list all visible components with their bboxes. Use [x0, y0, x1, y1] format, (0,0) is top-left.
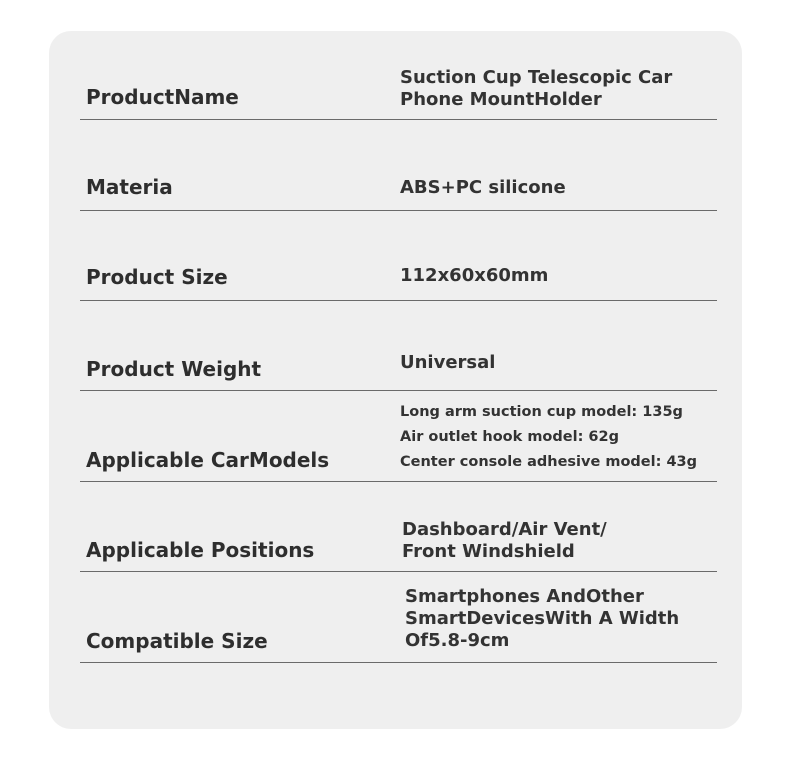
spec-label: Applicable CarModels	[86, 448, 330, 472]
spec-value-line: Phone MountHolder	[400, 88, 602, 110]
spec-value	[400, 352, 710, 374]
spec-value-line: Long arm suction cup model: 135g	[400, 404, 683, 420]
spec-row-product-weight	[80, 330, 717, 391]
spec-label: Product Size	[86, 265, 228, 289]
spec-value	[402, 519, 712, 563]
spec-label: ProductName	[86, 85, 239, 109]
spec-label: Applicable Positions	[86, 538, 315, 562]
spec-value-line: Universal	[400, 352, 496, 373]
spec-label: Compatible Size	[86, 629, 268, 653]
spec-row-material	[80, 150, 717, 211]
spec-value-line: Center console adhesive model: 43g	[400, 453, 698, 470]
spec-value	[400, 67, 710, 111]
spec-row-product-size	[80, 240, 717, 301]
spec-value-line: Air outlet hook model: 62g	[400, 428, 619, 445]
spec-value	[400, 265, 710, 287]
spec-value-line: 112x60x60mm	[400, 265, 549, 286]
spec-label: Product Weight	[86, 357, 262, 381]
spec-label: Materia	[86, 175, 173, 199]
spec-row-applicable-positions	[80, 510, 717, 572]
spec-value-line: SmartDevicesWith A Width	[405, 607, 680, 629]
spec-value-line: ABS+PC silicone	[400, 177, 566, 198]
spec-value-line: Dashboard/Air Vent/	[402, 519, 607, 540]
spec-value-line: Of5.8-9cm	[405, 629, 510, 651]
spec-value	[405, 586, 715, 652]
spec-value	[400, 177, 710, 199]
spec-value	[400, 400, 710, 475]
spec-row-compatible-size	[80, 583, 717, 663]
spec-value-line: Front Windshield	[402, 540, 575, 562]
spec-value-line: Smartphones AndOther	[405, 586, 644, 607]
spec-row-product-name	[80, 60, 717, 120]
spec-row-applicable-car-models	[80, 395, 717, 482]
spec-value-line: Suction Cup Telescopic Car	[400, 67, 673, 88]
